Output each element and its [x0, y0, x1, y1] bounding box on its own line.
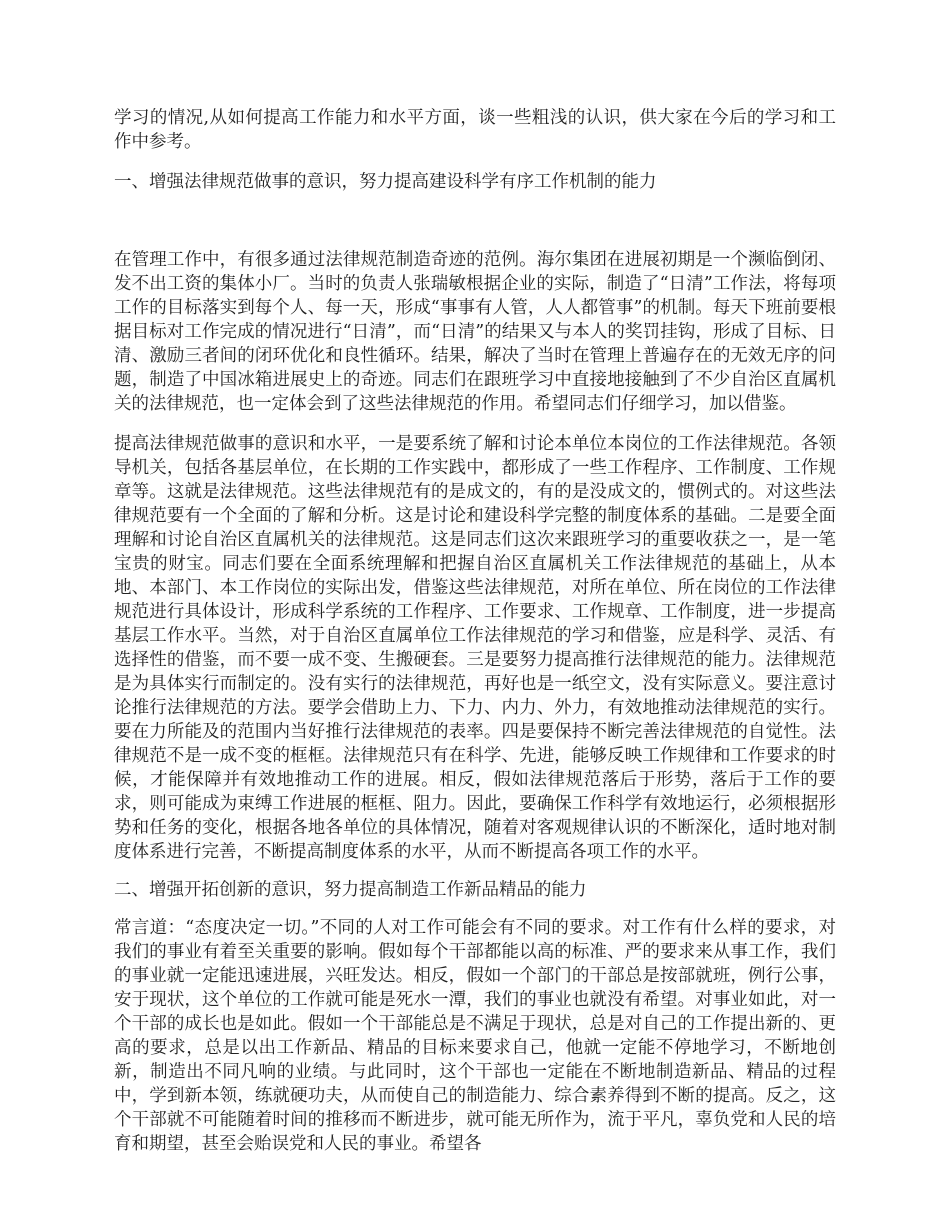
body-paragraph-1: 在管理工作中，有很多通过法律规范制造奇迹的范例。海尔集团在进展初期是一个濒临倒闭、发不出工资的集体小厂。当时的负责人张瑞敏根据企业的实际，制造了“日清”工作法，将每项工作的目标落实到每个人、每一天，形成“事事有人管，人人都管事”的机制。每天下班前要根据目标对工作完成的情况进行“日清”，而“日清”的结果又与本人的奖罚挂钩，形成了目标、日清、激励三者间的闭环优化和良性循环。结果，解决了当时在管理上普遍存在的无效无序的问题，制造了中国冰箱进展史上的奇迹。同志们在跟班学习中直接地接触到了不少自治区直属机关的法律规范，也一定体会到了这些法律规范的作用。希望同志们仔细学习，加以借鉴。 — [114, 250, 836, 414]
section-heading-1: 一、增强法律规范做事的意识，努力提高建设科学有序工作机制的能力 — [114, 172, 657, 192]
intro-paragraph: 学习的情况,从如何提高工作能力和水平方面，谈一些粗浅的认识，供大家在今后的学习和工作中参考。 — [114, 108, 836, 152]
body-paragraph-3: 常言道：“态度决定一切。”不同的人对工作可能会有不同的要求。对工作有什么样的要求，对我们的事业有着至关重要的影响。假如每个干部都能以高的标准、严的要求来从事工作，我们的事业就一定能迅速进展，兴旺发达。相反，假如一个部门的干部总是按部就班，例行公事，安于现状，这个单位的工作就可能是死水一潭，我们的事业也就没有希望。对事业如此，对一个干部的成长也是如此。假如一个干部能总是不满足于现状，总是对自己的工作提出新的、更高的要求，总是以出工作新品、精品的目标来要求自己，他就一定能不停地学习，不断地创新，制造出不同凡响的业绩。与此同时，这个干部也一定能在不断地制造新品、精品的过程中，学到新本领，练就硬功夫，从而使自己的制造能力、综合素养得到不断的提高。反之，这个干部就不可能随着时间的推移而不断进步，就可能无所作为，流于平凡，辜负党和人民的培育和期望，甚至会贻误党和人民的事业。希望各 — [114, 918, 836, 1154]
section-heading-2: 二、增强开拓创新的意识，努力提高制造工作新品精品的能力 — [114, 880, 587, 900]
body-paragraph-2: 提高法律规范做事的意识和水平，一是要系统了解和讨论本单位本岗位的工作法律规范。各领导机关，包括各基层单位，在长期的工作实践中，都形成了一些工作程序、工作制度、工作规章等。这就是法律规范。这些法律规范有的是成文的，有的是没成文的，惯例式的。对这些法律规范要有一个全面的了解和分析。这是讨论和建设科学完整的制度体系的基础。二是要全面理解和讨论自治区直属机关的法律规范。这是同志们这次来跟班学习的重要收获之一，是一笔宝贵的财宝。同志们要在全面系统理解和把握自治区直属机关工作法律规范的基础上，从本地、本部门、本工作岗位的实际出发，借鉴这些法律规范，对所在单位、所在岗位的工作法律规范进行具体设计，形成科学系统的工作程序、工作要求、工作规章、工作制度，进一步提高基层工作水平。当然，对于自治区直属单位工作法律规范的学习和借鉴，应是科学、灵活、有选择性的借鉴，而不要一成不变、生搬硬套。三是要努力提高推行法律规范的能力。法律规范是为具体实行而制定的。没有实行的法律规范，再好也是一纸空文，没有实际意义。要注意讨论推行法律规范的方法。要学会借助上力、下力、内力、外力，有效地推动法律规范的实行。要在力所能及的范围内当好推行法律规范的表率。四是要保持不断完善法律规范的自觉性。法律规范不是一成不变的框框。法律规范只有在科学、先进，能够反映工作规律和工作要求的时候，才能保障并有效地推动工作的进展。相反，假如法律规范落后于形势，落后于工作的要求，则可能成为束缚工作进展的框框、阻力。因此，要确保工作科学有效地运行，必须根据形势和任务的变化，根据各地各单位的具体情况，随着对客观规律认识的不断深化，适时地对制度体系进行完善，不断提高制度体系的水平，从而不断提高各项工作的水平。 — [114, 434, 836, 862]
document-page — [114, 106, 836, 1156]
